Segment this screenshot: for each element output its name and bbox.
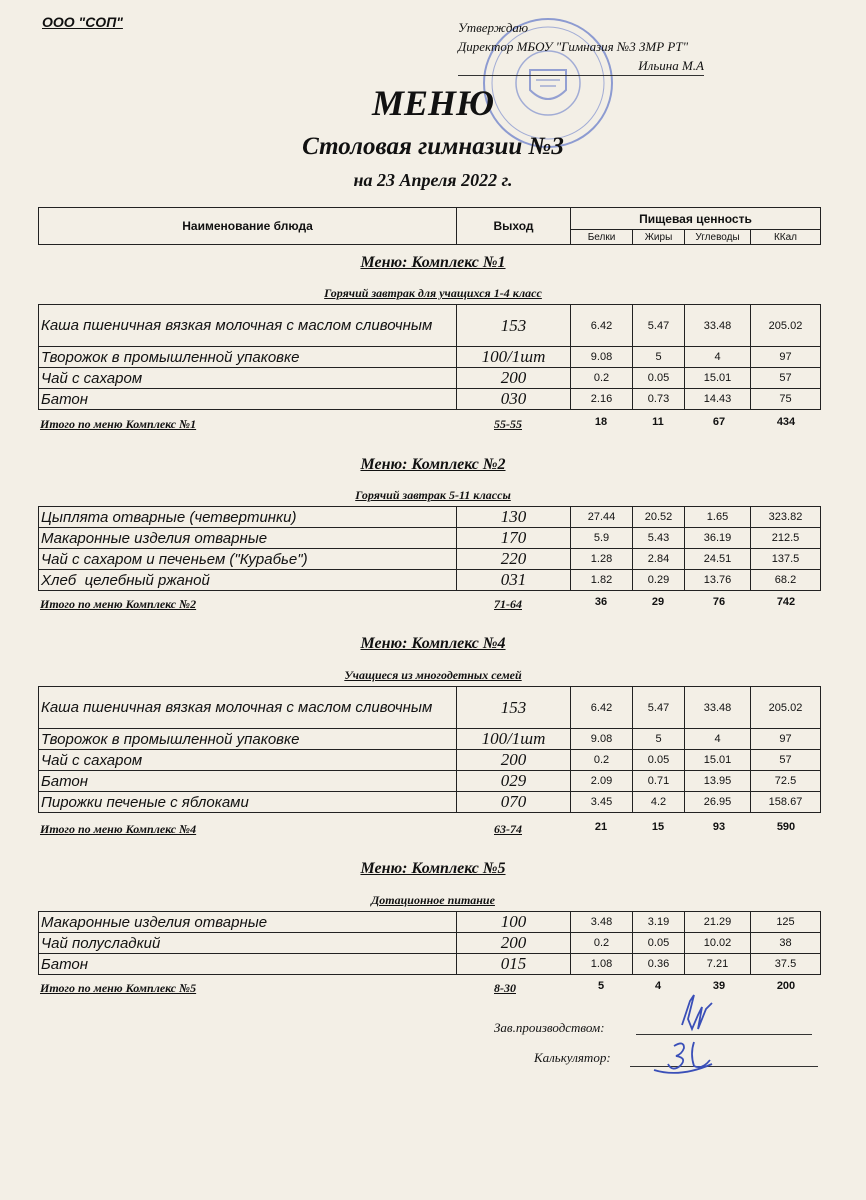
dish-name: Макаронные изделия отварные [39,528,457,549]
dish-carbs: 36.19 [685,528,751,549]
dish-name: Чай с сахаром [39,750,457,771]
dish-carbs: 33.48 [685,687,751,729]
complex-2-group: Горячий завтрак 5-11 классы [355,488,511,502]
complex-1-total-proteins: 18 [594,416,608,428]
dish-carbs: 7.21 [685,954,751,975]
approval-line-2: Директор МБОУ "Гимназия №3 ЗМР РТ" [458,39,689,54]
dish-carbs: 24.51 [685,549,751,570]
table-row [39,549,821,570]
dish-output: 220 [457,549,571,570]
dish-name: Батон [39,389,457,410]
header-kcal: ККал [751,230,821,245]
dish-fats: 0.05 [633,750,685,771]
complex-1-total-kcal: 434 [776,416,796,428]
column-header-table [38,207,821,245]
dish-output: 130 [457,507,571,528]
complex-5-group: Дотационное питание [371,893,495,907]
dish-carbs: 21.29 [685,912,751,933]
complex-5-total-carbs: 39 [712,980,726,992]
dish-kcal: 205.02 [751,305,821,347]
dish-output: 070 [457,792,571,813]
dish-carbs: 13.95 [685,771,751,792]
dish-kcal: 137.5 [751,549,821,570]
dish-proteins: 5.9 [571,528,633,549]
dish-name: Цыплята отварные (четвертинки) [39,507,457,528]
dish-fats: 5.47 [633,687,685,729]
dish-proteins: 0.2 [571,368,633,389]
approval-line-1: Утверждаю [458,20,529,35]
dish-carbs: 15.01 [685,368,751,389]
dish-proteins: 9.08 [571,729,633,750]
dish-output: 030 [457,389,571,410]
table-row [39,729,821,750]
complex-4-total-carbs: 93 [712,821,726,833]
complex-1-table [38,304,821,410]
table-row [39,507,821,528]
dish-kcal: 97 [751,729,821,750]
table-row [39,750,821,771]
page-title: МЕНЮ [371,83,495,123]
dish-kcal: 125 [751,912,821,933]
dish-carbs: 4 [685,347,751,368]
page-subtitle: Столовая гимназии №3 [302,133,564,160]
organization-name: ООО "СОП" [42,14,123,30]
dish-fats: 0.71 [633,771,685,792]
dish-kcal: 97 [751,347,821,368]
dish-output: 015 [457,954,571,975]
dish-carbs: 15.01 [685,750,751,771]
dish-output: 200 [457,368,571,389]
dish-proteins: 0.2 [571,933,633,954]
dish-fats: 2.84 [633,549,685,570]
dish-proteins: 1.28 [571,549,633,570]
dish-name: Чай с сахаром [39,368,457,389]
complex-1-total-fats: 11 [652,416,664,428]
complex-2-title: Меню: Комплекс №2 [360,456,506,473]
dish-output: 170 [457,528,571,549]
table-row [39,933,821,954]
complex-5-title: Меню: Комплекс №5 [360,860,506,877]
dish-fats: 0.73 [633,389,685,410]
dish-output: 031 [457,570,571,591]
complex-4-title: Меню: Комплекс №4 [360,635,506,652]
table-row [39,305,821,347]
dish-name: Творожок в промышленной упаковке [39,347,457,368]
dish-fats: 0.36 [633,954,685,975]
dish-fats: 5.43 [633,528,685,549]
production-signature [668,985,728,1037]
dish-kcal: 57 [751,750,821,771]
dish-proteins: 3.45 [571,792,633,813]
dish-kcal: 72.5 [751,771,821,792]
dish-carbs: 1.65 [685,507,751,528]
complex-4-total-price: 63-74 [494,822,522,836]
dish-fats: 5 [633,729,685,750]
table-row [39,389,821,410]
complex-5-total-price: 8-30 [494,981,516,995]
dish-proteins: 9.08 [571,347,633,368]
dish-proteins: 0.2 [571,750,633,771]
dish-name: Макаронные изделия отварные [39,912,457,933]
menu-date: на 23 Апреля 2022 г. [353,170,513,190]
dish-proteins: 27.44 [571,507,633,528]
dish-proteins: 3.48 [571,912,633,933]
dish-name: Батон [39,954,457,975]
header-proteins: Белки [571,230,633,245]
dish-proteins: 2.16 [571,389,633,410]
dish-output: 153 [457,305,571,347]
dish-kcal: 75 [751,389,821,410]
dish-proteins: 1.82 [571,570,633,591]
dish-kcal: 37.5 [751,954,821,975]
approval-line-3: Ильина М.А [458,56,704,76]
dish-output: 153 [457,687,571,729]
complex-4-total-fats: 15 [651,821,665,833]
dish-proteins: 2.09 [571,771,633,792]
dish-name: Хлеб целебный ржаной [39,570,457,591]
dish-kcal: 68.2 [751,570,821,591]
calculator-label: Калькулятор: [534,1050,611,1065]
dish-kcal: 212.5 [751,528,821,549]
complex-1-total-label: Итого по меню Комплекс №1 [40,417,197,431]
complex-2-total-price: 71-64 [494,597,522,611]
dish-output: 100 [457,912,571,933]
complex-1-title: Меню: Комплекс №1 [360,254,506,271]
dish-fats: 0.05 [633,933,685,954]
table-row [39,570,821,591]
header-nutrition: Пищевая ценность [571,208,821,230]
dish-carbs: 13.76 [685,570,751,591]
dish-kcal: 158.67 [751,792,821,813]
table-row [39,792,821,813]
dish-name: Каша пшеничная вязкая молочная с маслом сливочным [39,687,457,729]
complex-1-group: Горячий завтрак для учащихся 1-4 класс [324,286,542,300]
complex-5-table [38,911,821,975]
complex-2-total-carbs: 76 [712,596,726,608]
complex-1-total-price: 55-55 [494,417,522,431]
dish-kcal: 57 [751,368,821,389]
table-row [39,368,821,389]
complex-4-total-kcal: 590 [776,821,796,833]
header-output: Выход [457,208,571,245]
complex-2-total-kcal: 742 [776,596,796,608]
dish-fats: 3.19 [633,912,685,933]
production-manager-label: Зав.производством: [494,1020,605,1035]
dish-name: Пирожки печеные с яблоками [39,792,457,813]
calculator-signature [650,1034,740,1080]
complex-5-total-proteins: 5 [597,980,605,992]
complex-5-total-kcal: 200 [776,980,796,992]
dish-fats: 0.29 [633,570,685,591]
table-row [39,912,821,933]
dish-output: 100/1шт [457,729,571,750]
dish-kcal: 38 [751,933,821,954]
dish-carbs: 26.95 [685,792,751,813]
table-row [39,771,821,792]
dish-output: 200 [457,750,571,771]
dish-fats: 5 [633,347,685,368]
dish-name: Чай с сахаром и печеньем ("Курабье") [39,549,457,570]
dish-fats: 20.52 [633,507,685,528]
table-row [39,687,821,729]
dish-fats: 0.05 [633,368,685,389]
dish-name: Батон [39,771,457,792]
complex-2-table [38,506,821,591]
dish-proteins: 6.42 [571,687,633,729]
dish-output: 100/1шт [457,347,571,368]
dish-name: Чай полусладкий [39,933,457,954]
complex-1-total-carbs: 67 [712,416,726,428]
complex-4-table [38,686,821,813]
dish-proteins: 6.42 [571,305,633,347]
dish-kcal: 205.02 [751,687,821,729]
complex-5-total-label: Итого по меню Комплекс №5 [40,981,197,995]
dish-proteins: 1.08 [571,954,633,975]
dish-fats: 4.2 [633,792,685,813]
table-row [39,528,821,549]
dish-name: Творожок в промышленной упаковке [39,729,457,750]
header-fats: Жиры [633,230,685,245]
dish-output: 200 [457,933,571,954]
complex-4-total-label: Итого по меню Комплекс №4 [40,822,197,836]
dish-fats: 5.47 [633,305,685,347]
dish-carbs: 4 [685,729,751,750]
dish-output: 029 [457,771,571,792]
complex-5-total-fats: 4 [654,980,662,992]
header-carbs: Углеводы [685,230,751,245]
complex-4-group: Учащиеся из многодетных семей [344,668,522,682]
table-row [39,954,821,975]
dish-carbs: 33.48 [685,305,751,347]
complex-2-total-fats: 29 [651,596,665,608]
dish-name: Каша пшеничная вязкая молочная с маслом сливочным [39,305,457,347]
dish-carbs: 14.43 [685,389,751,410]
complex-4-total-proteins: 21 [594,821,608,833]
table-row [39,347,821,368]
dish-kcal: 323.82 [751,507,821,528]
header-name: Наименование блюда [39,208,457,245]
approval-block [458,18,704,76]
complex-2-total-proteins: 36 [594,596,608,608]
complex-2-total-label: Итого по меню Комплекс №2 [40,597,197,611]
dish-carbs: 10.02 [685,933,751,954]
